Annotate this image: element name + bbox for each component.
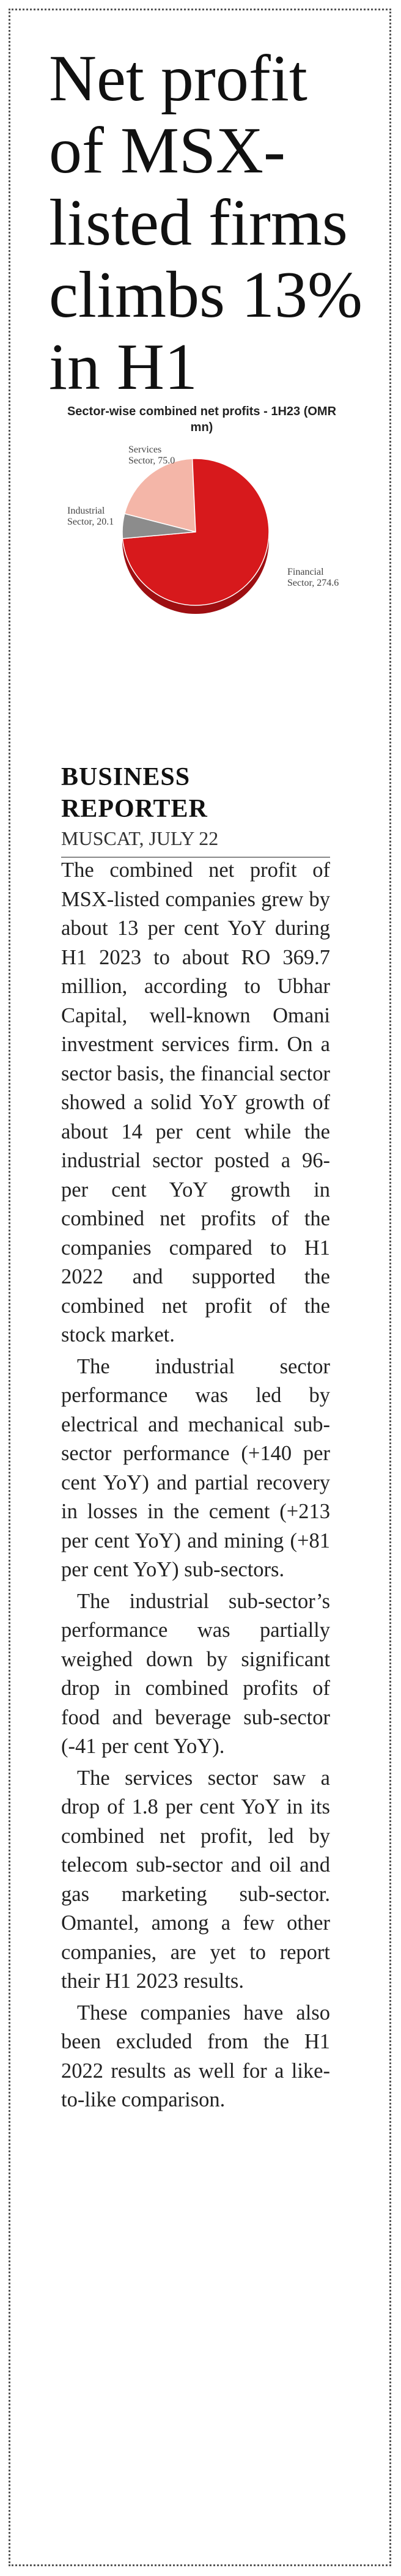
paragraph-2: The industrial sector performance was led by electrical and mechanical sub-sector performance (+140 per cent YoY) and partial recovery in losses in the cement (+213 per cent YoY) and mining (+81 per cent YoY) sub-sectors. — [61, 1354, 330, 1581]
pie-svg — [49, 428, 355, 648]
paragraph-4: The services sector saw a drop of 1.8 per cent YoY in its combined net profit, led by telecom sub-sector and oil and gas marketing sub-sector. Omantel, among a few other companies, are yet to report their H1 2023 results. — [61, 1766, 330, 1993]
headline: Net profit of MSX-listed firms climbs 13% in H1 — [49, 42, 362, 404]
paragraph-1: The combined net profit of MSX-listed companies grew by about 13 per cent YoY during H1 2023 to about RO 369.7 million, according to Ubhar Capital, well-known Omani investment services firm. On a sector basis, the financial sector showed a solid YoY growth of about 14 per cent while the industrial sector posted a 96-per cent YoY growth in combined net profits of the companies compared to H1 2022 and supported the combined net profit of the stock market. — [61, 858, 330, 1346]
chart-title: Sector-wise combined net profits - 1H23 (OMR mn) — [67, 405, 337, 434]
pie-label-financial-sector: Financial Sector, 274.6 — [287, 567, 339, 588]
dateline: MUSCAT, JULY 22 — [61, 827, 219, 849]
pie-label-industrial-sector: Industrial Sector, 20.1 — [67, 506, 114, 527]
byline-reporter: BUSINESS REPORTER — [61, 763, 208, 823]
pie-label-services-sector: Services Sector, 75.0 — [128, 445, 175, 466]
article-body — [61, 856, 330, 2115]
byline-block — [61, 761, 330, 858]
paragraph-5: These companies have also been excluded from the H1 2022 results as well for a like-to-like comparison. — [61, 2001, 330, 2111]
pie-chart — [49, 404, 355, 648]
paragraph-3: The industrial sub-sector’s performance was partially weighed down by significant drop in combined profits of food and beverage sub-sector (-41 per cent YoY). — [61, 1589, 330, 1758]
